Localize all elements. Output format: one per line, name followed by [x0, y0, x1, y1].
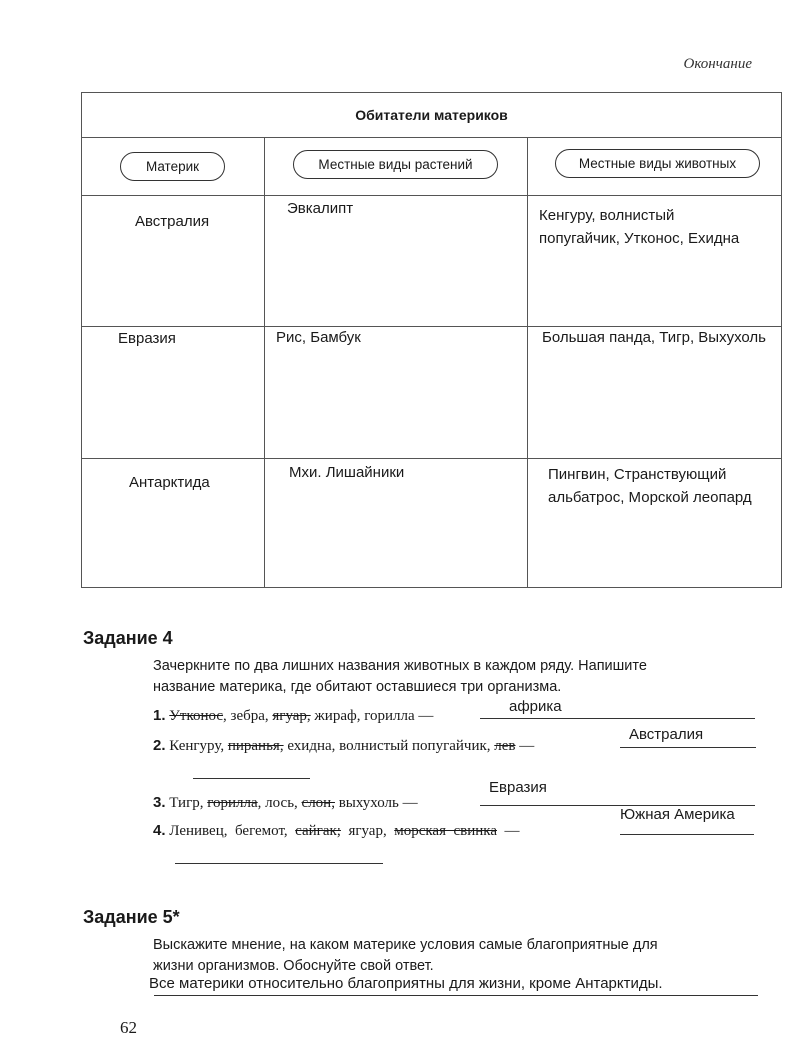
- task4-instruction: Зачеркните по два лишних названия животных в каждом ряду. Напишите название материка, где обитают оставшиеся три организма.: [153, 658, 647, 695]
- header-continent: Материк: [120, 152, 225, 181]
- cell-plants: Мхи. Лишайники: [289, 464, 405, 481]
- continuation-label: Окончание: [683, 56, 752, 72]
- table-title: Обитатели материков: [82, 93, 781, 138]
- cell-plants: Рис, Бамбук: [276, 329, 361, 346]
- row-divider: [82, 458, 781, 459]
- row-divider: [82, 195, 781, 196]
- cell-continent: Австралия: [135, 213, 210, 230]
- answer-line: [620, 834, 754, 835]
- cell-animals: Большая панда, Тигр, Выхухоль: [542, 329, 766, 346]
- answer-line: [620, 747, 756, 748]
- task4-answer-3[interactable]: Евразия: [489, 779, 547, 796]
- task4-item-2: 2. Кенгуру, пиранья, ехидна, волнистый попугайчик, лев —: [153, 737, 535, 754]
- cell-animals: Пингвин, Странствующий альбатрос, Морской леопард: [548, 466, 752, 506]
- cell-continent: Евразия: [118, 330, 176, 347]
- task4-item-1: 1. Утконос, зебра, ягуар, жираф, горилла —: [153, 707, 434, 724]
- answer-line: [193, 778, 310, 779]
- task4-answer-4[interactable]: Южная Америка: [620, 806, 735, 823]
- task5-heading: Задание 5*: [83, 907, 180, 927]
- cell-animals: Кенгуру, волнистый попугайчик, Утконос, Ехидна: [539, 207, 740, 247]
- answer-line: [175, 863, 383, 864]
- header-plants: Местные виды растений: [293, 150, 498, 179]
- task5-question: Выскажите мнение, на каком материке условия самые благоприятные для жизни организмов. Обоснуйте свой ответ.: [153, 937, 658, 974]
- answer-line: [154, 995, 758, 996]
- answer-line: [480, 718, 755, 719]
- task4-heading: Задание 4: [83, 628, 173, 648]
- task4-answer-1[interactable]: африка: [509, 698, 562, 715]
- task4-answer-2[interactable]: Австралия: [629, 726, 704, 743]
- inhabitants-table: [81, 92, 782, 588]
- task5-answer[interactable]: Все материки относительно благоприятны для жизни, кроме Антарктиды.: [149, 975, 663, 992]
- header-animals: Местные виды животных: [555, 149, 760, 178]
- cell-continent: Антарктида: [129, 474, 210, 491]
- column-divider: [264, 138, 265, 587]
- task4-item-4: 4. Ленивец, бегемот, сайгак; ягуар, морская свинка —: [153, 822, 520, 839]
- column-divider: [527, 138, 528, 587]
- page-number: 62: [120, 1018, 137, 1037]
- task4-item-3: 3. Тигр, горилла, лось, слон, выхухоль —: [153, 794, 418, 811]
- cell-plants: Эвкалипт: [287, 200, 354, 217]
